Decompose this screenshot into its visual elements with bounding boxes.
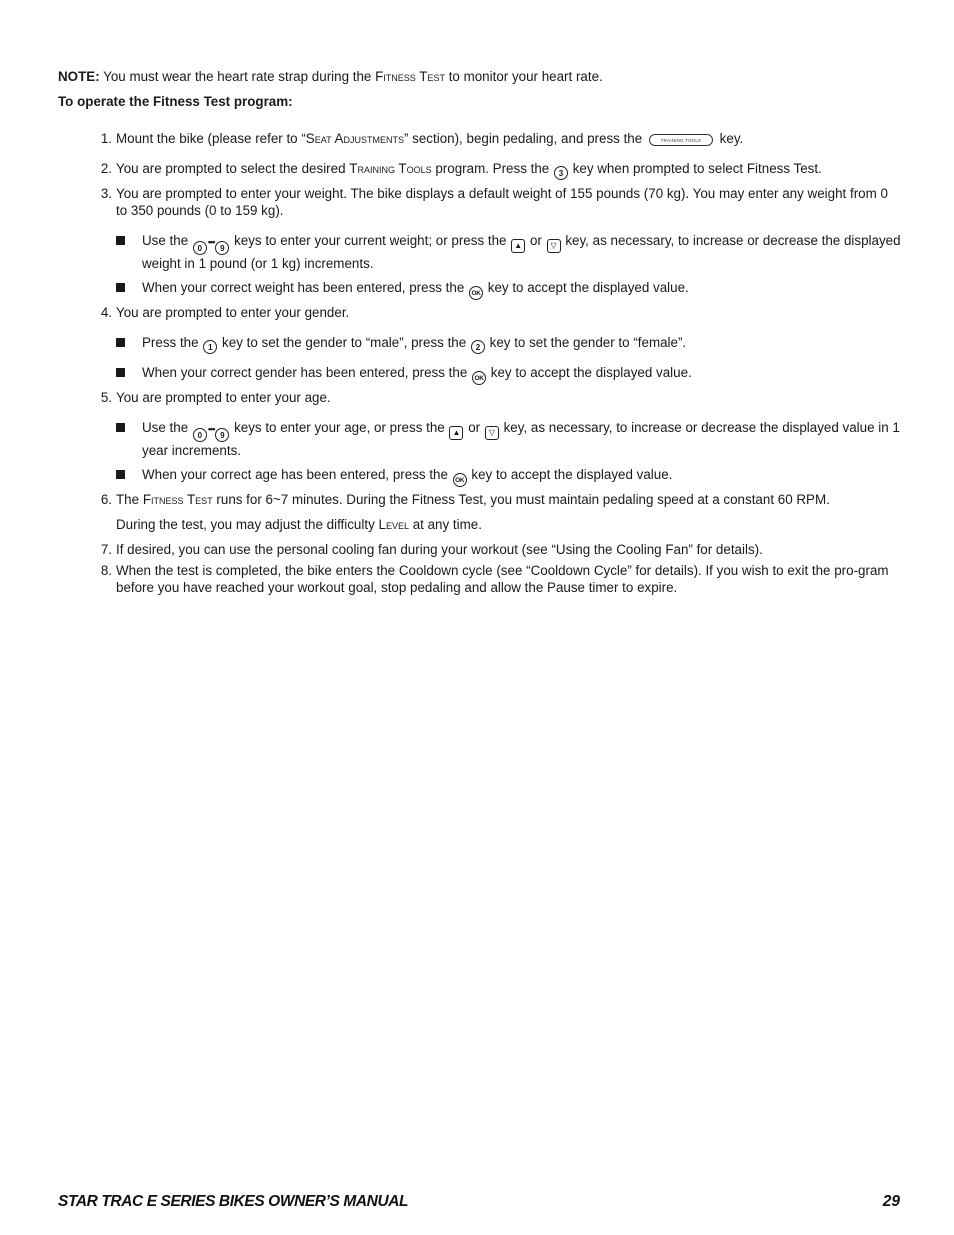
bullet-square: [116, 368, 125, 377]
key-0-icon: 0: [193, 428, 207, 442]
step-1: [100, 130, 902, 147]
bullet-text: key to accept the displayed value.: [471, 467, 673, 482]
step-number: 1.: [100, 131, 112, 146]
key-9-icon: 9: [215, 241, 229, 255]
up-key-icon: ▲: [449, 426, 463, 440]
bullet-text: key, as necessary, to increase or decrease the displayed value in 1 year increments.: [142, 420, 900, 458]
number-keys-range-icon: [192, 234, 230, 255]
bullet-text: keys to enter your current weight; or press the: [234, 233, 507, 248]
step-number: 2.: [100, 161, 112, 176]
bullet-text: When your correct age has been entered, press the: [142, 467, 448, 482]
step-number: 7.: [100, 542, 112, 557]
step-3: [100, 185, 902, 219]
bullet-text: or: [468, 420, 481, 435]
number-keys-range-icon: [192, 421, 230, 442]
ok-key-icon: OK: [472, 371, 486, 385]
step-6: [100, 491, 902, 533]
key-1-icon: 1: [203, 340, 217, 354]
note-text-end: to monitor your heart rate.: [448, 69, 603, 84]
training-tools-term: Training Tools: [349, 161, 432, 176]
bullet-text: key, as necessary, to increase or decrease the displayed weight in 1 pound (or 1 kg) increments.: [142, 233, 901, 271]
bullet-text: key to set the gender to “female”.: [489, 335, 687, 350]
down-key-icon: ▽: [485, 426, 499, 440]
bullet-text: When your correct weight has been entered, press the: [142, 280, 465, 295]
bullet-text: or: [529, 233, 542, 248]
step-number: 5.: [100, 390, 112, 405]
section-heading: To operate the Fitness Test program:: [58, 94, 293, 109]
step-5: [100, 389, 902, 406]
step-number: 6.: [100, 492, 112, 507]
bullet-gender-ok: [142, 364, 902, 385]
step-text: You are prompted to enter your gender.: [116, 305, 350, 320]
bullet-text: key to accept the displayed value.: [487, 280, 689, 295]
step-text: The: [116, 492, 140, 507]
step-text: When the test is completed, the bike enters the Cooldown cycle (see “Cooldown Cycle” for details). If you wish to exit the pro-gram before you have reached your workout goal, stop pedaling and allow the Pause timer to expire.: [116, 563, 889, 595]
step-text: at any time.: [412, 517, 482, 532]
step-text: ” section), begin pedaling, and press the: [403, 131, 643, 146]
bullet-text: Use the: [142, 233, 189, 248]
training-tools-key-icon: TRAINING TOOLS: [649, 134, 713, 146]
key-2-icon: 2: [471, 340, 485, 354]
step-2: [100, 160, 902, 180]
bullet-age-ok: [142, 466, 902, 487]
down-key-icon: ▽: [547, 239, 561, 253]
step-text: During the test, you may adjust the difficulty: [116, 517, 375, 532]
bullet-gender-keys: [142, 334, 902, 354]
bullet-weight-keys: [142, 232, 902, 272]
step-text: key when prompted to select Fitness Test.: [572, 161, 822, 176]
step-7: [100, 541, 902, 558]
step-text: If desired, you can use the personal cooling fan during your workout (see “Using the Cooling Fan” for details).: [116, 542, 763, 557]
bullet-square: [116, 338, 125, 347]
range-dots: •••: [207, 237, 215, 247]
ok-key-icon: OK: [469, 286, 483, 300]
key-0-icon: 0: [193, 241, 207, 255]
range-dots: •••: [207, 424, 215, 434]
bullet-weight-ok: [142, 279, 902, 300]
bullet-text: key to set the gender to “male”, press the: [222, 335, 467, 350]
bullet-text: key to accept the displayed value.: [490, 365, 692, 380]
bullet-text: Press the: [142, 335, 199, 350]
bullet-square: [116, 283, 125, 292]
step-6-line-1: [116, 491, 902, 508]
step-text: program. Press the: [435, 161, 550, 176]
up-key-icon: ▲: [511, 239, 525, 253]
step-text: You are prompted to enter your age.: [116, 390, 331, 405]
bullet-square: [116, 236, 125, 245]
note-paragraph: [58, 68, 603, 86]
key-3-icon: 3: [554, 166, 568, 180]
footer-manual-title: STAR TRAC E SERIES BIKES OWNER’S MANUAL: [58, 1193, 409, 1210]
fitness-test-term: Fitness Test: [142, 492, 213, 507]
footer-page-number: 29: [882, 1193, 900, 1210]
bullet-text: Use the: [142, 420, 189, 435]
step-8: [100, 562, 902, 596]
level-term: Level: [378, 517, 409, 532]
bullet-text: When your correct gender has been entered, press the: [142, 365, 468, 380]
seat-adjustments-term: Seat Adjustments: [305, 131, 404, 146]
fitness-test-term: Fitness Test: [375, 69, 445, 84]
note-label: NOTE:: [58, 69, 100, 84]
step-text: key.: [719, 131, 744, 146]
step-6-line-2: [116, 516, 902, 533]
step-number: 4.: [100, 305, 112, 320]
note-text: You must wear the heart rate strap during the: [103, 69, 372, 84]
bullet-age-keys: [142, 419, 902, 459]
bullet-text: keys to enter your age, or press the: [234, 420, 445, 435]
step-text: Mount the bike (please refer to “: [116, 131, 306, 146]
step-text: You are prompted to select the desired: [116, 161, 346, 176]
step-4: [100, 304, 902, 321]
ok-key-icon: OK: [453, 473, 467, 487]
step-number: 8.: [100, 563, 112, 578]
bullet-square: [116, 470, 125, 479]
key-9-icon: 9: [215, 428, 229, 442]
step-number: 3.: [100, 186, 112, 201]
bullet-square: [116, 423, 125, 432]
step-text: runs for 6~7 minutes. During the Fitness Test, you must maintain pedaling speed at a constant 60 RPM.: [216, 492, 830, 507]
step-text: You are prompted to enter your weight. The bike displays a default weight of 155 pounds (70 kg). You may enter any weight from 0 to 350 pounds (0 to 159 kg).: [116, 186, 888, 218]
